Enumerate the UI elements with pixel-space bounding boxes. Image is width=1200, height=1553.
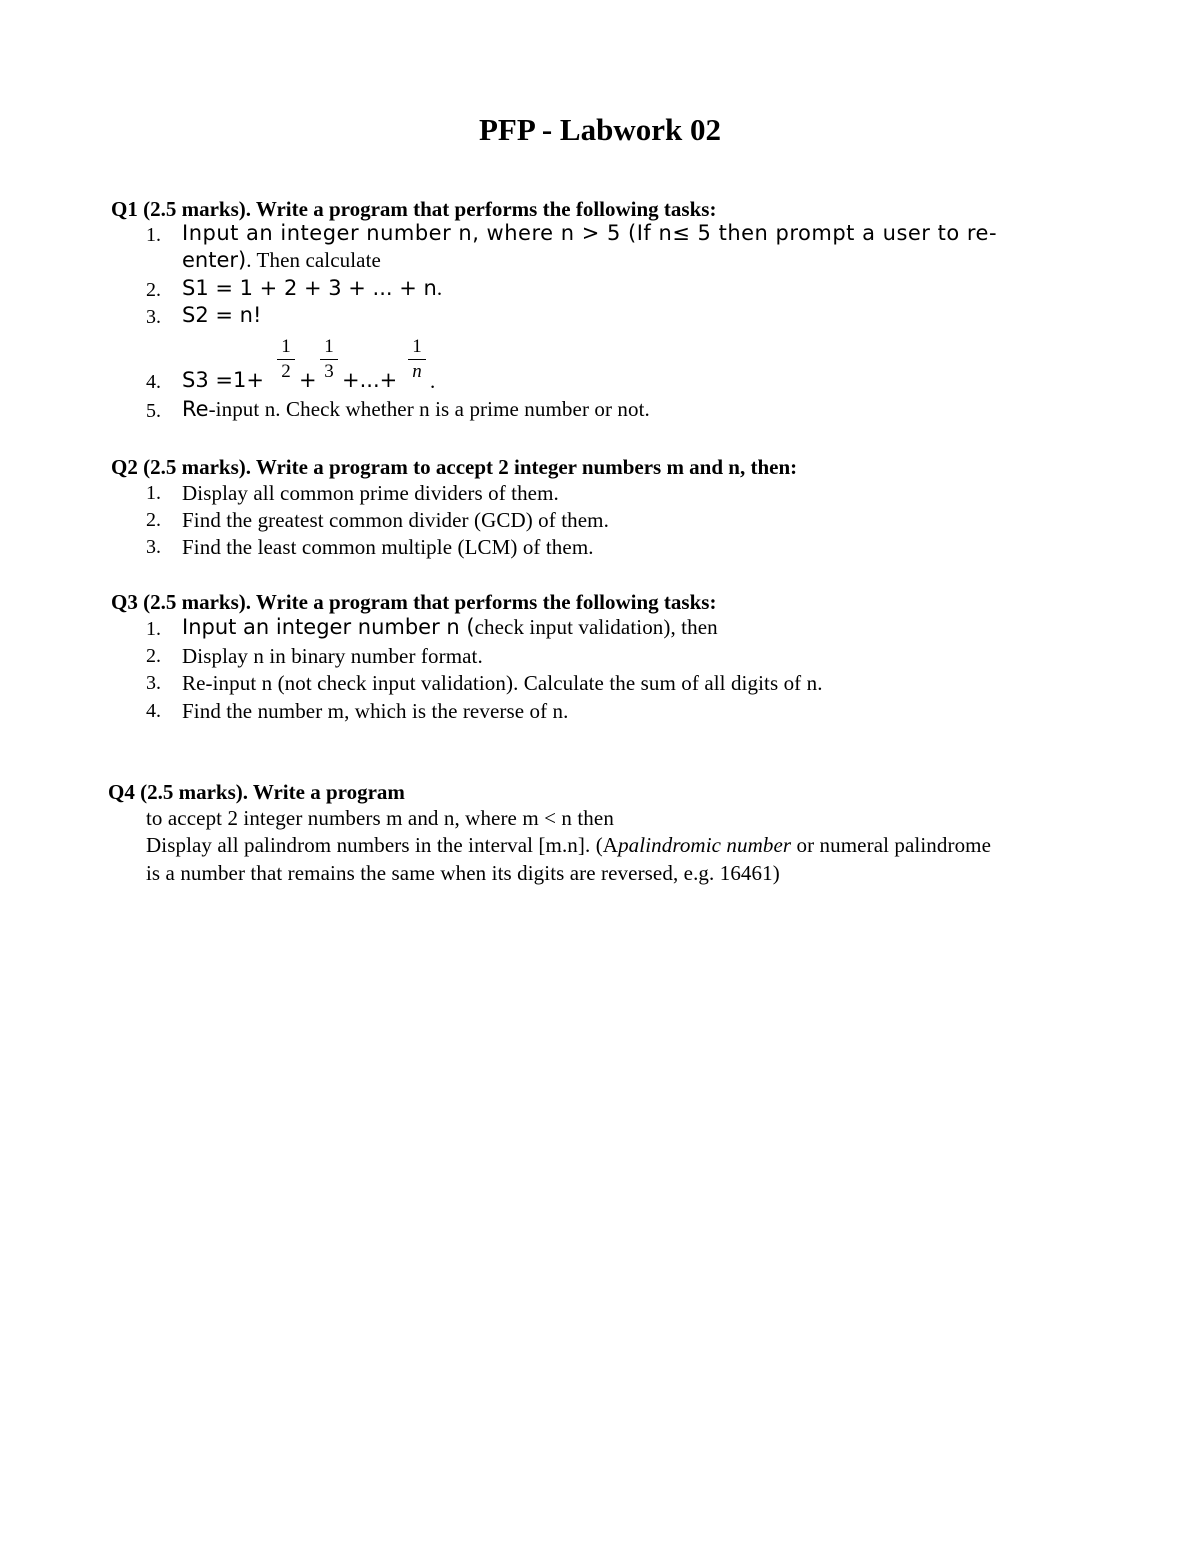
- fraction-one-third: [318, 336, 340, 383]
- q3-item-2-number: 2.: [146, 645, 161, 667]
- fraction-bar: [277, 359, 295, 360]
- q2-item-3-text: Find the least common multiple (LCM) of them.: [182, 535, 594, 559]
- q1-item-2-tail: .: [436, 276, 443, 300]
- q1-item-1-cont-serif: . Then calculate: [246, 248, 381, 272]
- q3-item-1: [182, 615, 718, 640]
- q2-item-1-text: Display all common prime dividers of them.: [182, 481, 559, 505]
- q4-line-3: is a number that remains the same when its digits are reversed, e.g. 16461): [146, 861, 780, 885]
- fraction-one-half: [275, 336, 297, 383]
- q3-item-2-text: Display n in binary number format.: [182, 644, 483, 668]
- q3-item-1-number: 1.: [146, 618, 161, 640]
- q1-item-4-number: 4.: [146, 371, 161, 393]
- q3-item-4-number: 4.: [146, 700, 161, 722]
- q1-heading: Q1 (2.5 marks). Write a program that performs the following tasks:: [111, 197, 717, 221]
- q4-line-2-start: Display all palindrom numbers in the interval [m.n]. (A: [146, 833, 619, 857]
- q2-item-2-number: 2.: [146, 509, 161, 531]
- q1-item-4-tail: .: [430, 369, 436, 393]
- q1-item-5-lead: Re: [182, 397, 209, 421]
- q1-item-2-text: S1 = 1 + 2 + 3 + ... + n: [182, 276, 437, 300]
- q1-item-4-ellipsis: +...+: [342, 368, 398, 392]
- fraction-denominator: 2: [281, 361, 291, 382]
- q3-item-3-number: 3.: [146, 672, 161, 694]
- q4-line-2: [146, 833, 991, 858]
- q1-item-5-rest: -input n. Check whether n is a prime number or not.: [208, 397, 650, 421]
- q4-heading: Q4 (2.5 marks). Write a program: [108, 780, 405, 804]
- q1-item-2-number: 2.: [146, 279, 161, 301]
- q1-item-1-cont-sans: enter): [182, 248, 247, 272]
- fraction-one-over-n: [406, 336, 428, 383]
- q3-item-1-lead: Input an integer number n (: [182, 615, 475, 639]
- q1-item-4-plus: +: [299, 368, 317, 392]
- q3-item-3-text: Re-input n (not check input validation). Calculate the sum of all digits of n.: [182, 671, 823, 695]
- q3-item-4-text: Find the number m, which is the reverse of n.: [182, 699, 569, 723]
- q1-item-5-number: 5.: [146, 400, 161, 422]
- fraction-numerator: 1: [281, 336, 291, 357]
- fraction-bar: [320, 359, 338, 360]
- q2-item-1-number: 1.: [146, 482, 161, 504]
- q1-item-5: [182, 397, 650, 422]
- q4-palindromic-number-term: palindromic number: [618, 833, 792, 857]
- fraction-bar: [408, 359, 426, 360]
- q1-item-1-text: Input an integer number n, where n > 5 (If n≤ 5 then prompt a user to re-: [182, 221, 998, 245]
- q4-line-2-end: or numeral palindrome: [791, 833, 992, 857]
- q3-heading: Q3 (2.5 marks). Write a program that performs the following tasks:: [111, 590, 717, 614]
- q1-item-4-prefix: S3 =1+: [182, 368, 264, 392]
- q1-item-1-continuation: [182, 248, 381, 273]
- q2-heading: Q2 (2.5 marks). Write a program to accept 2 integer numbers m and n, then:: [111, 455, 798, 479]
- fraction-denominator: n: [412, 361, 422, 382]
- q1-item-1-number: 1.: [146, 224, 161, 246]
- q2-item-2-text: Find the greatest common divider (GCD) of them.: [182, 508, 609, 532]
- q1-item-3-number: 3.: [146, 306, 161, 328]
- q1-item-2: [182, 276, 442, 301]
- fraction-numerator: 1: [412, 336, 422, 357]
- fraction-numerator: 1: [324, 336, 334, 357]
- fraction-denominator: 3: [324, 361, 334, 382]
- q2-item-3-number: 3.: [146, 536, 161, 558]
- page-title: PFP - Labwork 02: [479, 112, 721, 147]
- q1-item-3-text: S2 = n!: [182, 303, 262, 327]
- q3-item-1-rest: check input validation), then: [474, 615, 718, 639]
- q4-line-1: to accept 2 integer numbers m and n, where m < n then: [146, 806, 614, 830]
